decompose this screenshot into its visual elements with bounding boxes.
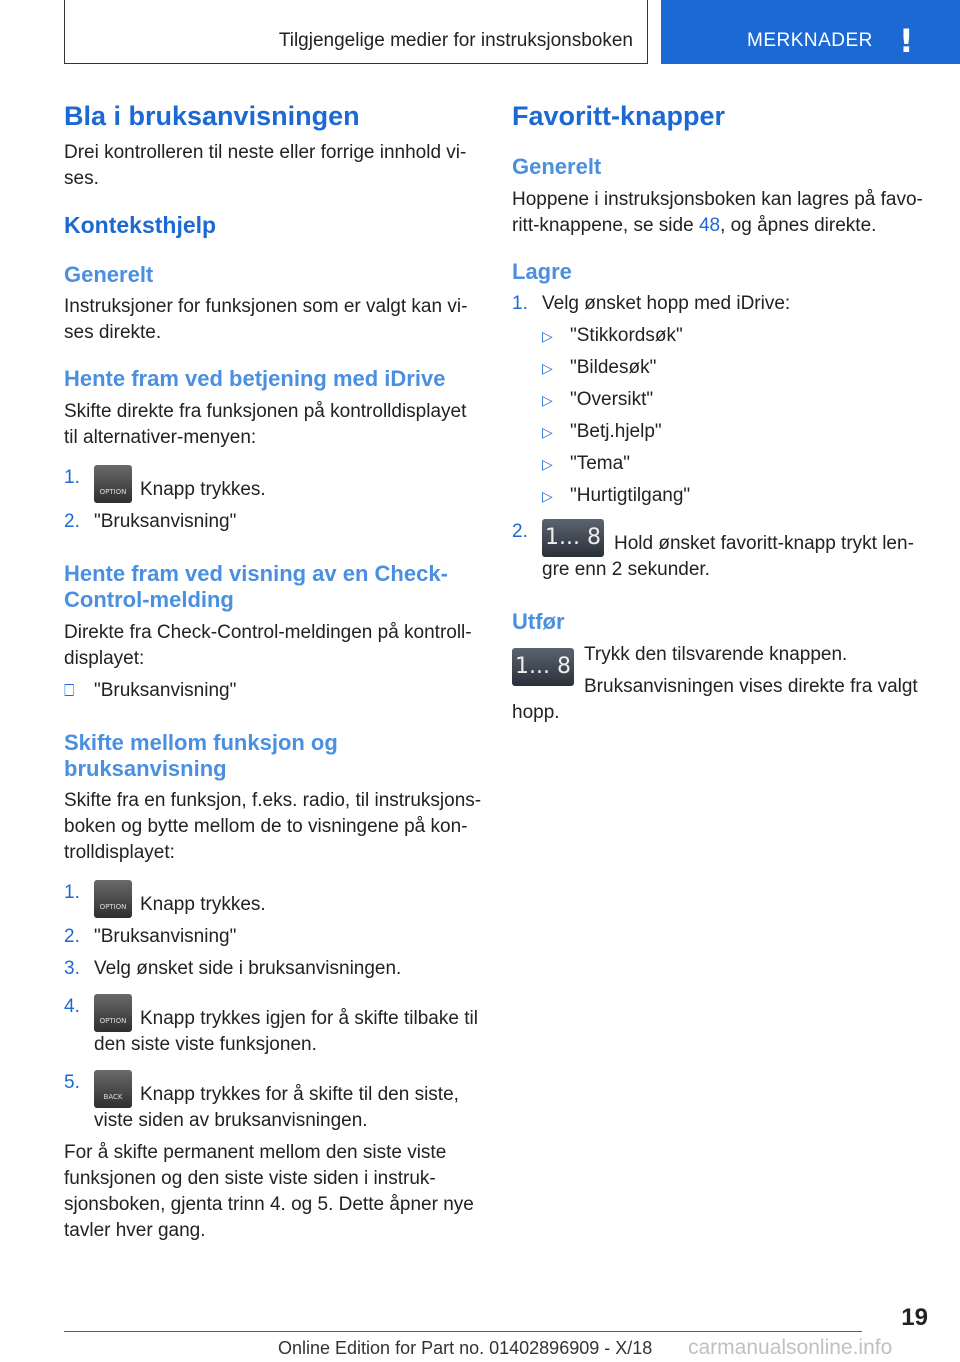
triangle-icon: ▷ — [542, 360, 553, 377]
header-tab[interactable] — [661, 0, 960, 64]
paragraph-idrive: Skifte direkte fra funksjonen på kontrolldisplayet til alternativer-menyen: — [64, 400, 467, 448]
exclamation-icon: ! — [899, 22, 914, 60]
triangle-icon: ▷ — [542, 424, 553, 441]
heading-favorites: Favoritt-knapper — [512, 101, 726, 131]
heading-execute: Utfør — [512, 609, 565, 635]
favorite-buttons-icon: 1... 8 — [512, 648, 574, 686]
list-item: 3. Velg ønsket side i bruksanvisningen. — [64, 958, 402, 980]
header-tab-label: MERKNADER — [747, 30, 873, 51]
paragraph-check-control: Direkte fra Check-Control-meldingen på kontroll-displayet: — [64, 621, 472, 669]
triangle-icon: ▷ — [542, 392, 553, 409]
heading-idrive: Hente fram ved betjening med iDrive — [64, 366, 446, 392]
footer-divider — [64, 1331, 862, 1332]
sub-list-item: ▷ "Betj.hjelp" — [512, 419, 926, 445]
sub-list-item: ▷ "Stikkordsøk" — [512, 323, 926, 349]
page-link[interactable]: 48 — [698, 214, 721, 236]
sub-list-item: ▷ "Oversikt" — [512, 387, 926, 413]
paragraph-browse: Drei kontrolleren til neste eller forrige innhold vi-ses. — [64, 142, 467, 190]
heading-browse: Bla i bruksanvisningen — [64, 101, 360, 131]
list-item: 2. "Bruksanvisning" — [64, 510, 237, 532]
header-title: Tilgjengelige medier for instruksjonsboken — [278, 30, 633, 51]
list-item: ⎕ "Bruksanvisning" — [64, 678, 482, 704]
header-box — [64, 0, 648, 64]
option-button-icon: OPTION — [94, 880, 132, 918]
list-item: 2. "Bruksanvisning" — [64, 926, 237, 948]
heading-general-right: Generelt — [512, 154, 602, 180]
page-number: 19 — [901, 1304, 928, 1331]
right-column — [512, 100, 926, 726]
paragraph-execute-1: Trykk den tilsvarende knappen. — [584, 643, 848, 665]
paragraph-general: Instruksjoner for funksjonen som er valgt kan vi-ses direkte. — [64, 296, 468, 344]
heading-check-control: Hente fram ved visning av en Check-Control-melding — [64, 560, 448, 613]
list-item: 5. BACK Knapp trykkes for å skifte til den siste, viste siden av bruksanvisningen. — [64, 1072, 459, 1132]
paragraph-general-right: Hoppene i instruksjonsboken kan lagres på favo-ritt-knappene, se side 48, og åpnes direkte. — [512, 188, 923, 236]
paragraph-final: For å skifte permanent mellom den siste viste funksjonen og den siste viste siden i instruk-sjonsboken, gjenta trinn 4. og 5. Dette åpner nye tavler hver gang. — [64, 1142, 474, 1242]
list-item: 4. OPTION Knapp trykkes igjen for å skifte tilbake til den siste viste funksjonen. — [64, 996, 478, 1056]
list-item: 1. OPTION Knapp trykkes. — [64, 880, 482, 918]
footer-edition: Online Edition for Part no. 01402896909 - X/18 — [278, 1338, 653, 1358]
heading-context-help: Konteksthjelp — [64, 212, 217, 239]
triangle-icon: ▷ — [542, 328, 553, 345]
sub-list-item: ▷ "Bildesøk" — [512, 355, 926, 381]
heading-save: Lagre — [512, 258, 572, 284]
list-item: 1. OPTION Knapp trykkes. — [64, 465, 482, 503]
watermark: carmanualsonline.info — [688, 1336, 893, 1359]
option-button-icon: OPTION — [94, 465, 132, 503]
paragraph-switch: Skifte fra en funksjon, f.eks. radio, til instruksjons-boken og bytte mellom de to visningene på kon-trolldisplayet: — [64, 790, 482, 864]
list-item: 1. Velg ønsket hopp med iDrive: — [512, 293, 791, 315]
back-button-icon: BACK — [94, 1070, 132, 1108]
sub-list-item: ▷ "Tema" — [512, 451, 926, 477]
sub-list-item: ▷ "Hurtigtilgang" — [512, 483, 926, 509]
triangle-icon: ▷ — [542, 456, 553, 473]
left-column — [64, 100, 482, 1244]
favorite-buttons-icon: 1... 8 — [542, 519, 604, 557]
triangle-icon: ▷ — [542, 488, 553, 505]
heading-switch: Skifte mellom funksjon og bruksanvisning — [64, 729, 338, 781]
manual-book-icon: ⎕ — [64, 680, 75, 701]
heading-general: Generelt — [64, 261, 154, 287]
list-item: 2. 1... 8 Hold ønsket favoritt-knapp trykt len-gre enn 2 sekunder. — [512, 521, 914, 581]
paragraph-execute-2: Bruksanvisningen vises direkte fra valgt hopp. — [512, 675, 918, 723]
option-button-icon: OPTION — [94, 994, 132, 1032]
